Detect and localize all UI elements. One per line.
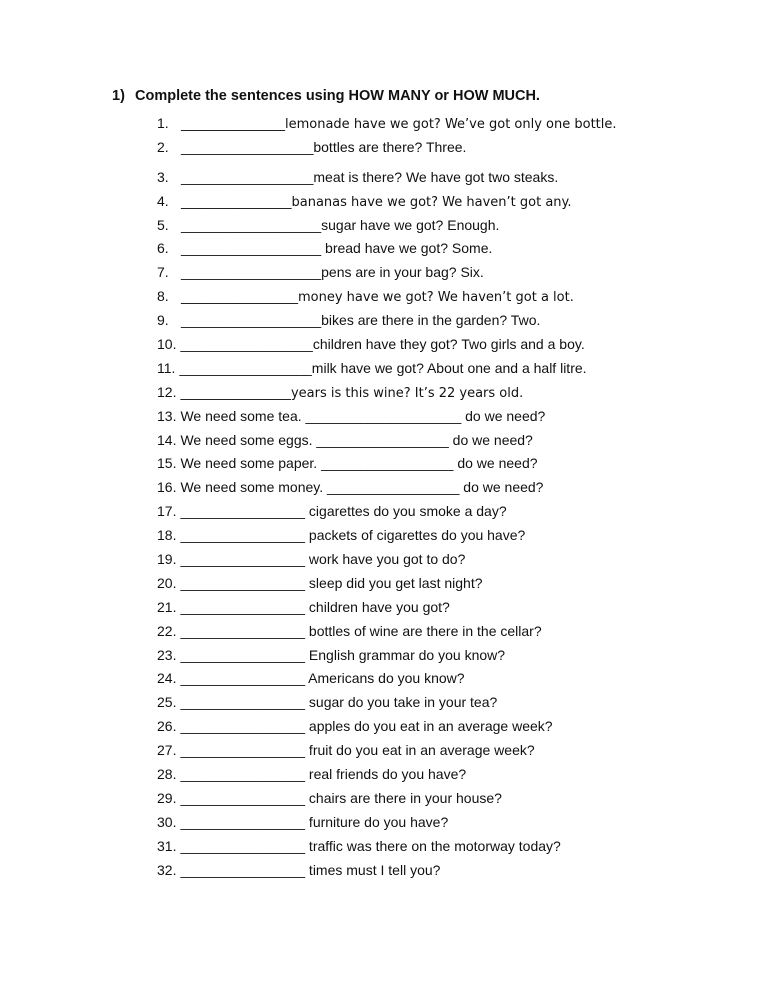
list-item: [157, 214, 757, 238]
list-item: [157, 644, 757, 668]
list-item: [157, 166, 757, 190]
item-number: 11.: [157, 359, 176, 376]
item-sentence: ________________ traffic was there on the motorway today?: [180, 837, 561, 854]
item-number: 26.: [157, 718, 177, 735]
list-item: [157, 596, 757, 620]
item-number: 22.: [157, 622, 177, 639]
item-sentence: _________________milk have we got? About one and a half litre.: [179, 359, 587, 376]
sentence-list: [157, 112, 757, 883]
item-number: 1.: [157, 115, 169, 131]
list-item: [157, 237, 757, 261]
list-item: [157, 261, 757, 285]
item-number: 25.: [157, 694, 177, 711]
item-number: 32.: [157, 861, 177, 878]
item-sentence: We need some tea. ____________________ do we need?: [180, 407, 546, 424]
item-sentence: _________________children have they got? Two girls and a boy.: [180, 336, 585, 353]
list-item: [157, 357, 757, 381]
item-sentence: ________________ packets of cigarettes do you have?: [180, 527, 526, 544]
item-sentence: _________________bottles are there? Three.: [181, 138, 467, 155]
item-number: 5.: [157, 216, 169, 233]
item-number: 16.: [157, 479, 177, 496]
item-number: 27.: [157, 742, 177, 759]
item-number: 31.: [157, 837, 177, 854]
list-item: [157, 112, 757, 136]
list-item: [157, 333, 757, 357]
list-item: [157, 136, 757, 160]
item-number: 15.: [157, 455, 177, 472]
list-item: [157, 285, 757, 309]
list-item: [157, 572, 757, 596]
item-number: 7.: [157, 264, 169, 281]
item-sentence: _________________meat is there? We have got two steaks.: [181, 168, 559, 185]
item-sentence: ________________ cigarettes do you smoke a day?: [180, 503, 507, 520]
list-item: [157, 500, 757, 524]
item-sentence: ________________ sleep did you get last night?: [180, 574, 483, 591]
item-number: 2.: [157, 138, 169, 155]
item-sentence: ________________ bottles of wine are there in the cellar?: [180, 622, 542, 639]
item-number: 6.: [157, 240, 169, 257]
list-item: [157, 835, 757, 859]
item-number: 19.: [157, 551, 177, 568]
item-sentence: ________________ work have you got to do?: [180, 551, 466, 568]
item-number: 21.: [157, 598, 177, 615]
item-number: 23.: [157, 646, 177, 663]
item-sentence: ________________ Americans do you know?: [180, 670, 465, 687]
item-number: 18.: [157, 527, 177, 544]
item-sentence: ________________ sugar do you take in your tea?: [180, 694, 498, 711]
item-number: 10.: [157, 336, 177, 353]
item-sentence: _________________years is this wine? It’s 22 years old.: [180, 385, 524, 401]
list-item: [157, 859, 757, 883]
list-item: [157, 548, 757, 572]
item-sentence: We need some money. _________________ do we need?: [180, 479, 544, 496]
item-sentence: __________________sugar have we got? Enough.: [181, 216, 500, 233]
list-item: [157, 739, 757, 763]
list-item: [157, 452, 757, 476]
item-sentence: __________________pens are in your bag? Six.: [181, 264, 484, 281]
item-number: 28.: [157, 766, 177, 783]
list-item: [157, 524, 757, 548]
list-item: [157, 309, 757, 333]
item-sentence: We need some eggs. _________________ do we need?: [180, 431, 533, 448]
exercise-instruction: Complete the sentences using HOW MANY or HOW MUCH.: [135, 88, 540, 104]
item-number: 29.: [157, 789, 177, 806]
item-number: 20.: [157, 574, 177, 591]
exercise-number: 1): [112, 88, 125, 104]
item-number: 14.: [157, 431, 177, 448]
item-number: 8.: [157, 288, 169, 305]
item-sentence: ________________lemonade have we got? We’ve got only one bottle.: [181, 117, 617, 132]
list-item: [157, 667, 757, 691]
list-item: [157, 763, 757, 787]
item-sentence: ________________ English grammar do you know?: [180, 646, 506, 663]
item-sentence: ________________ children have you got?: [180, 598, 450, 615]
list-item: [157, 691, 757, 715]
item-sentence: ________________ fruit do you eat in an average week?: [180, 742, 535, 759]
list-item: [157, 811, 757, 835]
item-number: 4.: [157, 192, 169, 209]
item-sentence: ________________ chairs are there in your house?: [180, 789, 502, 806]
exercise-heading: [112, 88, 540, 104]
list-item: [157, 190, 757, 214]
list-item: [157, 405, 757, 429]
item-sentence: ________________ furniture do you have?: [180, 813, 449, 830]
item-sentence: __________________ bread have we got? Some.: [181, 240, 493, 257]
item-sentence: We need some paper. _________________ do we need?: [180, 455, 538, 472]
list-item: [157, 476, 757, 500]
list-item: [157, 381, 757, 405]
item-number: 9.: [157, 312, 169, 329]
list-item: [157, 620, 757, 644]
item-number: 30.: [157, 813, 177, 830]
item-sentence: ________________ apples do you eat in an average week?: [180, 718, 553, 735]
item-sentence: ________________ real friends do you have?: [180, 766, 467, 783]
list-item: [157, 715, 757, 739]
item-sentence: ________________ times must I tell you?: [180, 861, 441, 878]
item-sentence: _________________bananas have we got? We haven’t got any.: [181, 194, 572, 210]
item-number: 3.: [157, 168, 169, 185]
list-item: [157, 787, 757, 811]
item-number: 12.: [157, 383, 177, 400]
item-number: 24.: [157, 670, 177, 687]
item-sentence: __________________money have we got? We haven’t got a lot.: [181, 290, 574, 306]
item-number: 13.: [157, 407, 177, 424]
item-number: 17.: [157, 503, 177, 520]
list-item: [157, 429, 757, 453]
item-sentence: __________________bikes are there in the garden? Two.: [181, 312, 541, 329]
